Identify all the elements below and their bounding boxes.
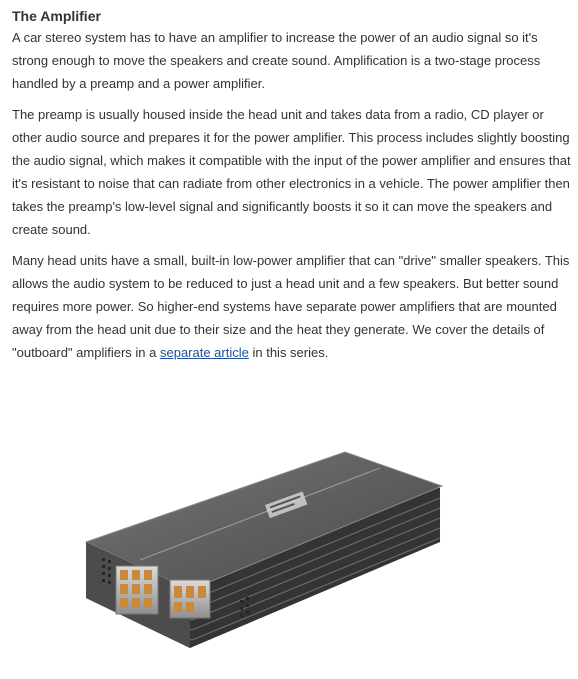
- paragraph-1: A car stereo system has to have an amplifier to increase the power of an audio signal so it's strong enough to move the speakers and create sound. Amplification is a two-stage process handled by a preamp and a power amplifier.: [12, 30, 541, 91]
- terminal-block-right: [170, 580, 210, 618]
- paragraph-3: [12, 249, 572, 364]
- paragraph-3-end: in this series.: [248, 345, 329, 360]
- separate-article-link[interactable]: separate article: [159, 345, 249, 360]
- article-title: The Amplifier: [12, 8, 101, 24]
- terminal-block-left: [116, 566, 158, 614]
- car-amplifier-photo-icon: [80, 450, 450, 650]
- paragraph-2: The preamp is usually housed inside the head unit and takes data from a radio, CD player or other audio source and prepares it for the power amplifier. This process includes slightly boosting the audio signal, which makes it compatible with the input of the power amplifier and ensures that it's resistant to noise that can radiate from other electronics in a vehicle. The power amplifier then takes the preamp's low-level signal and significantly boosts it so it can move the speakers and create sound.: [12, 107, 571, 237]
- amplifier-image: [80, 450, 450, 650]
- paragraph-3-text: Many head units have a small, built-in low-power amplifier that can "drive" smaller speakers. This allows the audio system to be reduced to just a head unit and a few speakers. But better sound requires more power. So higher-end systems have separate power amplifiers that are mounted away from the head unit due to their size and the heat they generate. We cover the details of "outboard" amplifiers in a: [12, 253, 570, 360]
- article: [12, 6, 572, 372]
